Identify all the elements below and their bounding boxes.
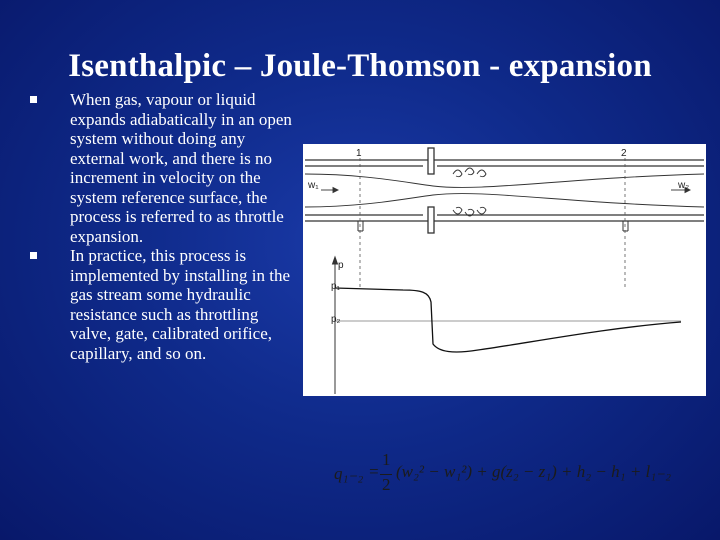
equation-lhs: q₁₋₂ bbox=[334, 464, 364, 483]
bullet-item bbox=[30, 246, 292, 363]
equation-numerator: 1 bbox=[382, 450, 391, 469]
energy-equation bbox=[334, 450, 694, 500]
station-lines bbox=[360, 158, 625, 289]
bullet-text: In practice, this process is implemented by installing in the gas stream some hydraulic resistance such as throttling valve, gate, calibrated orifice, capillary, and so on. bbox=[70, 246, 291, 363]
station-1-label: 1 bbox=[356, 148, 362, 159]
flow-streamlines bbox=[305, 174, 704, 207]
p1-label: p₁ bbox=[331, 281, 340, 292]
flow-arrows bbox=[321, 188, 690, 193]
pressure-axis-label: p bbox=[338, 260, 344, 271]
equation-rhs: (w₂² − w₁²) + g(z₂ − z₁) + h₂ − h₁ + l₁₋₂ bbox=[396, 462, 672, 481]
outlet-velocity-label: w₂ bbox=[678, 180, 690, 191]
square-bullet-icon bbox=[30, 96, 37, 103]
pressure-taps bbox=[358, 221, 628, 231]
pressure-axis bbox=[333, 257, 338, 394]
pressure-profile-curve bbox=[335, 288, 681, 352]
bullet-text: When gas, vapour or liquid expands adiabatically in an open system without doing any external work, and there is no increment in velocity on the system reference surface, the process is referred to as throttle expansion. bbox=[70, 90, 292, 246]
equation-equals: = bbox=[368, 462, 380, 481]
bullet-list bbox=[30, 90, 292, 363]
eddy-swirls bbox=[453, 168, 486, 216]
slide-title: Isenthalpic – Joule-Thomson - expansion bbox=[68, 48, 652, 84]
throttling-diagram bbox=[303, 144, 706, 396]
orifice-plate bbox=[428, 148, 434, 233]
pipe-walls bbox=[305, 160, 704, 221]
equation-denominator: 2 bbox=[382, 475, 391, 494]
station-2-label: 2 bbox=[621, 148, 627, 159]
inlet-velocity-label: w₁ bbox=[308, 180, 319, 191]
square-bullet-icon bbox=[30, 252, 37, 259]
throttling-diagram-svg bbox=[303, 144, 706, 396]
bullet-item bbox=[30, 90, 292, 246]
p2-label: p₂ bbox=[331, 314, 341, 325]
